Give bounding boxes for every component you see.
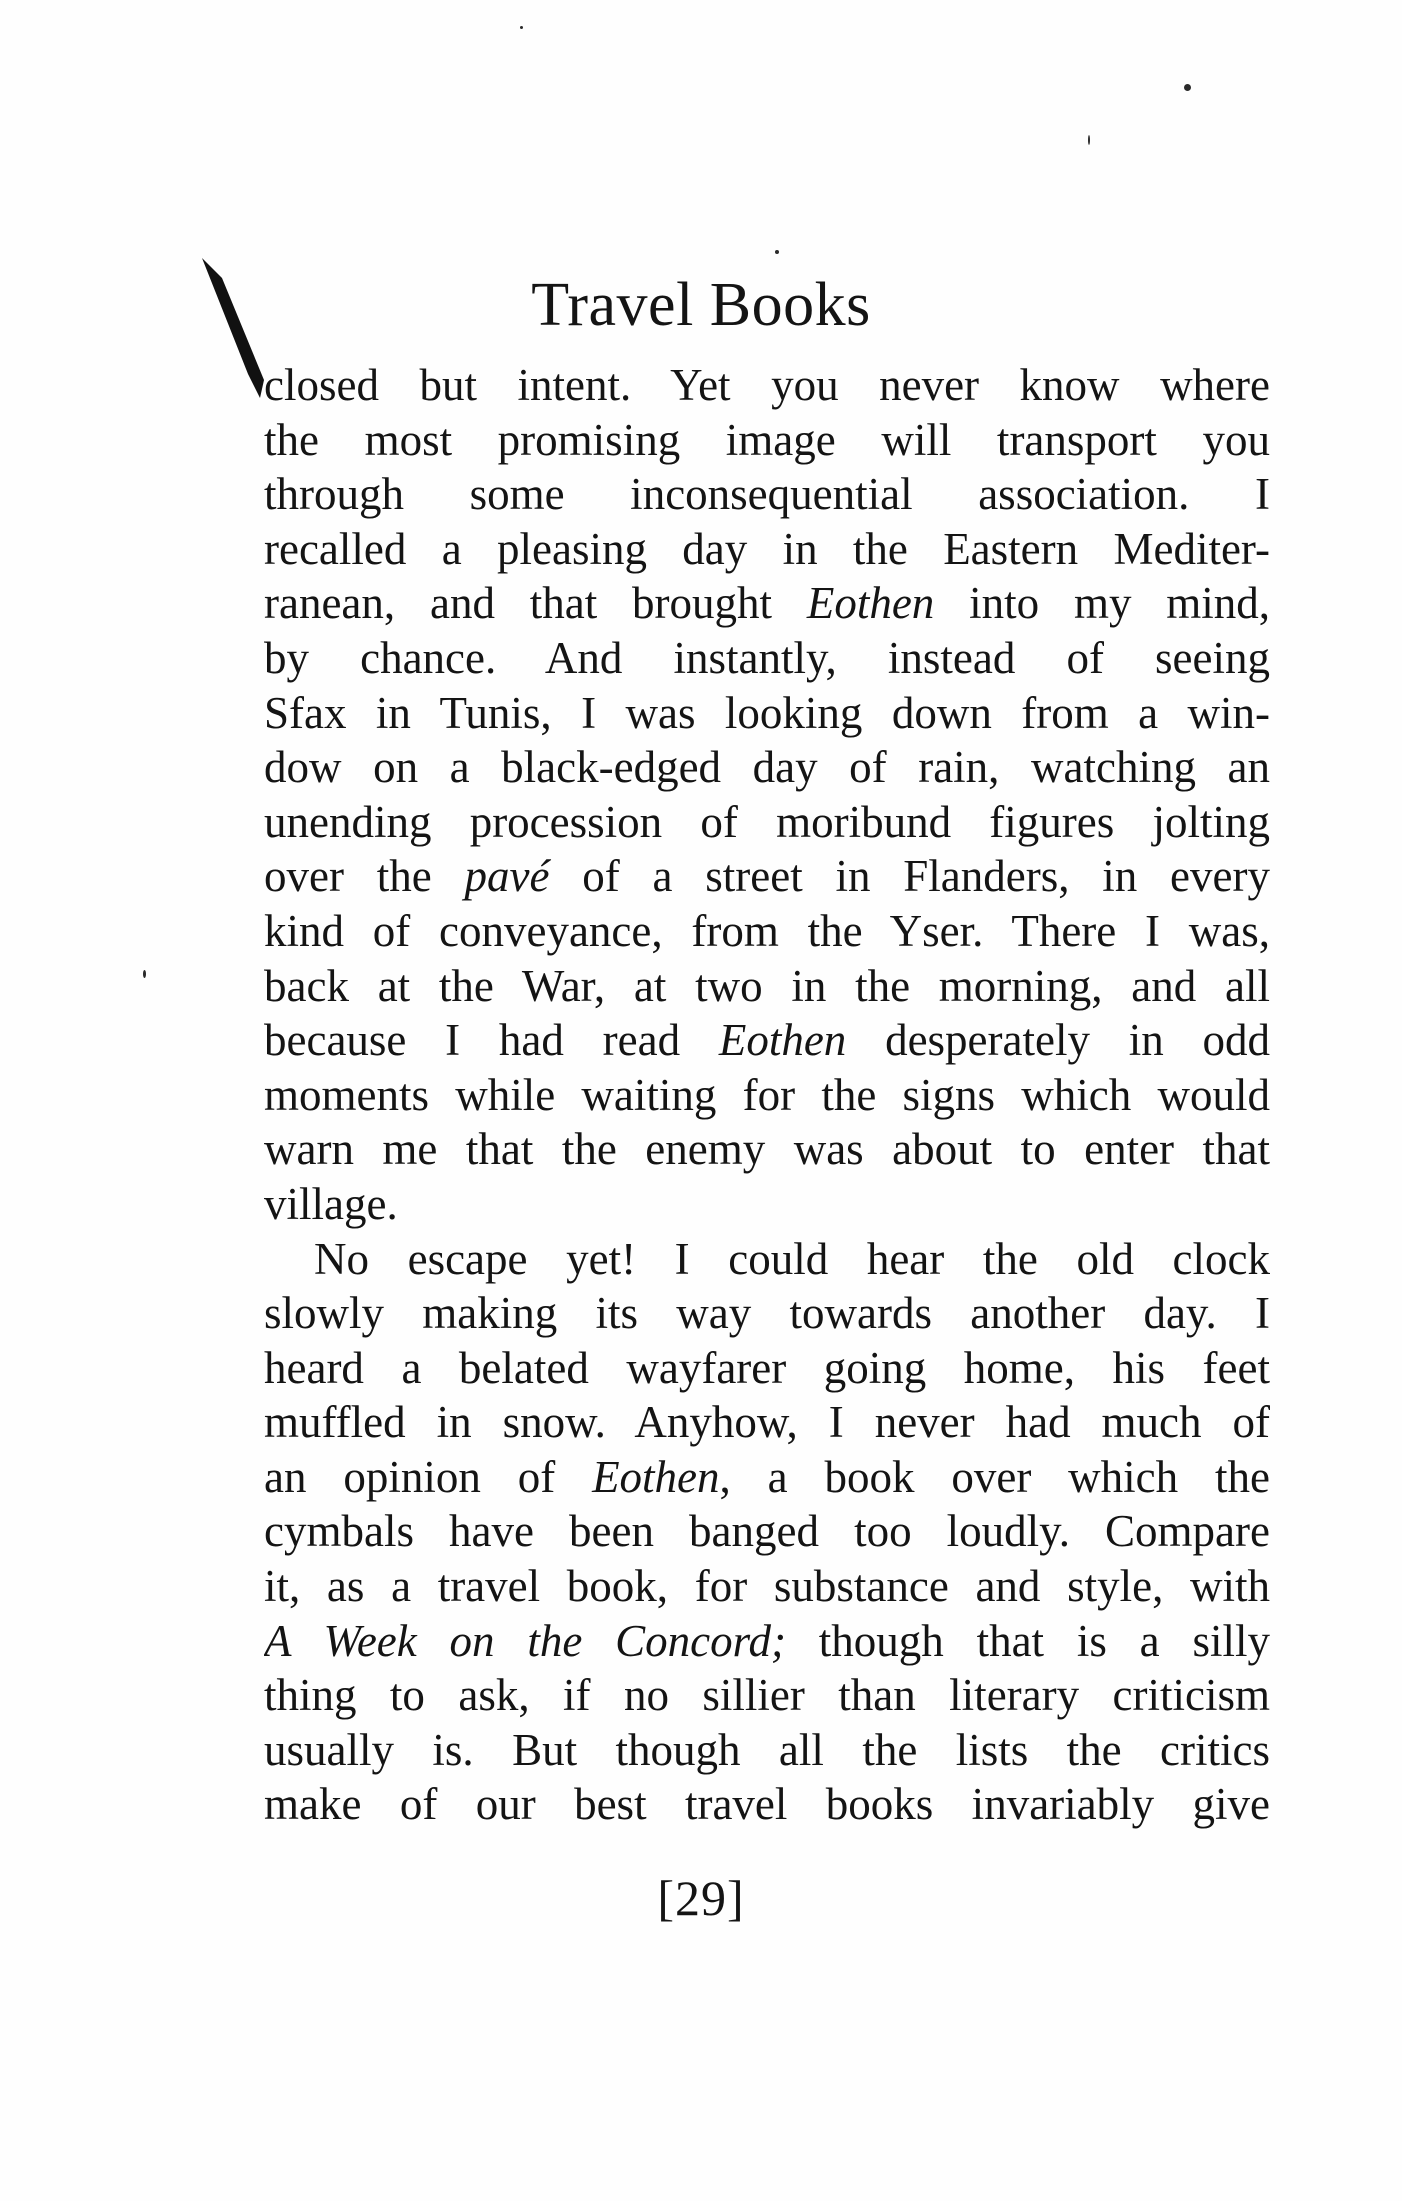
text-line: because I had read Eothen desperately in odd bbox=[264, 1015, 1270, 1066]
text-line: A Week on the Concord; though that is a silly bbox=[264, 1615, 1270, 1666]
italic-title: Eothen bbox=[718, 1015, 847, 1066]
paper-speck bbox=[775, 250, 779, 254]
text-line: muffled in snow. Anyhow, I never had much of bbox=[264, 1397, 1270, 1448]
text-line: slowly making its way towards another day. I bbox=[264, 1288, 1270, 1339]
text-line: an opinion of Eothen, a book over which the bbox=[264, 1451, 1270, 1502]
text-line: it, as a travel book, for substance and style, with bbox=[264, 1561, 1270, 1612]
text-line: cymbals have been banged too loudly. Compare bbox=[264, 1506, 1270, 1557]
text-line: unending procession of moribund figures jolting bbox=[264, 796, 1270, 847]
text-line: usually is. But though all the lists the critics bbox=[264, 1724, 1270, 1775]
text-line: through some inconsequential association. I bbox=[264, 469, 1270, 520]
text-line: over the pavé of a street in Flanders, in every bbox=[264, 851, 1270, 902]
paper-speck bbox=[1184, 84, 1191, 91]
text-line: closed but intent. Yet you never know where bbox=[264, 360, 1270, 410]
text-line: heard a belated wayfarer going home, his feet bbox=[264, 1342, 1270, 1393]
text-line: back at the War, at two in the morning, and all bbox=[264, 960, 1270, 1011]
text-line: moments while waiting for the signs which would bbox=[264, 1069, 1270, 1120]
paper-speck bbox=[143, 970, 146, 978]
page-number: [29] bbox=[657, 1870, 745, 1926]
text-line: warn me that the enemy was about to enter that bbox=[264, 1124, 1270, 1175]
italic-title: Eothen bbox=[806, 578, 935, 629]
italic-title: pavé bbox=[464, 851, 550, 902]
paper-speck bbox=[1088, 135, 1090, 145]
text-line: make of our best travel books invariably give bbox=[264, 1779, 1270, 1830]
text-line: village. bbox=[264, 1178, 398, 1229]
text-line: No escape yet! I could hear the old clock bbox=[314, 1233, 1270, 1284]
text-line: recalled a pleasing day in the Eastern Mediter- bbox=[264, 523, 1270, 574]
text-line: by chance. And instantly, instead of seeing bbox=[264, 632, 1270, 683]
running-head: Travel Books bbox=[531, 271, 871, 339]
text-line: dow on a black-edged day of rain, watching an bbox=[264, 742, 1270, 793]
text-line: thing to ask, if no sillier than literary criticism bbox=[264, 1670, 1270, 1721]
text-line: Sfax in Tunis, I was looking down from a win- bbox=[264, 687, 1270, 738]
text-line: the most promising image will transport you bbox=[264, 414, 1270, 465]
italic-title: Eothen bbox=[592, 1451, 720, 1502]
text-line: ranean, and that brought Eothen into my mind, bbox=[264, 578, 1270, 629]
italic-title: A Week on the Concord; bbox=[264, 1615, 786, 1666]
paper-speck bbox=[520, 26, 523, 29]
text-line: kind of conveyance, from the Yser. There I was, bbox=[264, 905, 1270, 956]
body-text bbox=[264, 358, 1270, 1832]
